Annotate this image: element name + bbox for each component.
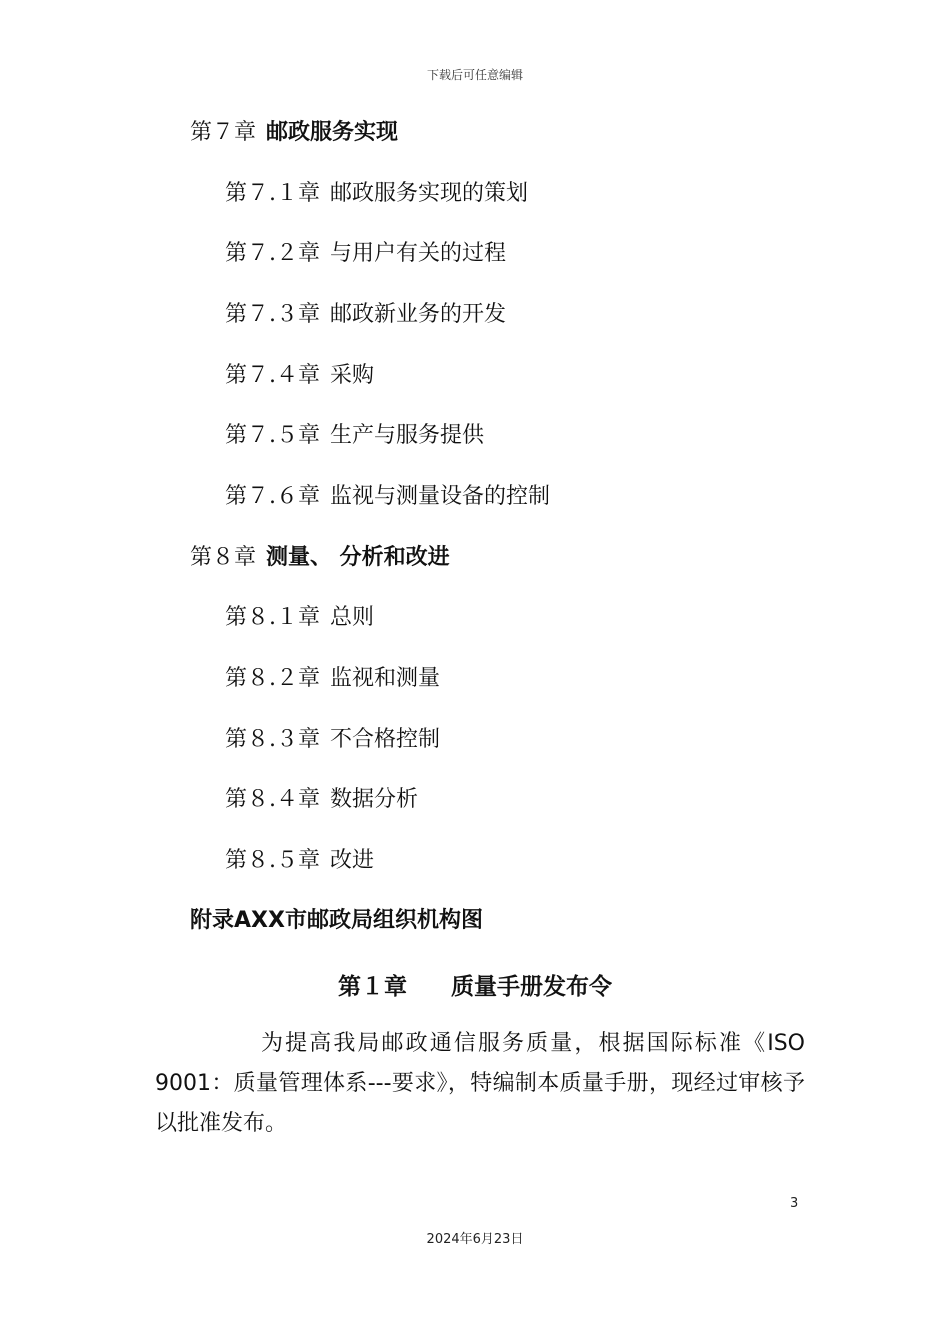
toc-section-8-5-title: 改进 xyxy=(330,848,375,873)
toc-section-7-1 xyxy=(225,179,528,209)
page-number: 3 xyxy=(790,1196,799,1211)
toc-section-7-6-number: 第７.６章 xyxy=(225,484,320,509)
toc-section-7-3-title: 邮政新业务的开发 xyxy=(330,302,507,327)
toc-section-8-3-number: 第８.３章 xyxy=(225,727,320,752)
toc-section-7-3 xyxy=(225,300,506,330)
toc-section-8-2 xyxy=(225,664,440,694)
toc-appendix xyxy=(190,906,483,936)
toc-chapter-7-title: 邮政服务实现 xyxy=(266,120,399,145)
toc-section-7-1-title: 邮政服务实现的策划 xyxy=(330,181,529,206)
toc-section-8-4-title: 数据分析 xyxy=(330,787,419,812)
toc-chapter-8-title: 测量、 分析和改进 xyxy=(266,545,450,570)
toc-section-7-4 xyxy=(225,361,374,391)
toc-chapter-8 xyxy=(190,543,450,573)
toc-section-7-6-title: 监视与测量设备的控制 xyxy=(330,484,551,509)
toc-section-8-3-title: 不合格控制 xyxy=(330,727,441,752)
toc-section-8-2-title: 监视和测量 xyxy=(330,666,441,691)
toc-section-8-1 xyxy=(225,603,374,633)
toc-chapter-8-number: 第８章 xyxy=(190,545,257,570)
chapter-heading xyxy=(0,968,950,1001)
footer-date: 2024年6月23日 xyxy=(426,1232,524,1247)
toc-section-7-1-number: 第７.１章 xyxy=(225,181,320,206)
toc-section-7-5 xyxy=(225,421,484,451)
toc-section-7-6 xyxy=(225,482,550,512)
chapter-heading-number: 第１章 xyxy=(338,974,407,1000)
toc-section-7-2-title: 与用户有关的过程 xyxy=(330,241,507,266)
header-note: 下载后可任意编辑 xyxy=(426,68,523,82)
toc-section-7-5-number: 第７.５章 xyxy=(225,423,320,448)
chapter-heading-title: 质量手册发布令 xyxy=(451,974,612,1000)
toc-section-8-1-number: 第８.１章 xyxy=(225,605,320,630)
body-paragraph: 为提高我局邮政通信服务质量，根据国际标准《ISO 9001：质量管理体系---要求》，特编制本质量手册，现经过审核予以批准发布。 xyxy=(155,1031,805,1136)
toc-section-8-4-number: 第８.４章 xyxy=(225,787,320,812)
toc-appendix-title: 附录AXX市邮政局组织机构图 xyxy=(190,908,483,933)
toc-chapter-7 xyxy=(190,118,398,148)
toc-section-7-2 xyxy=(225,239,506,269)
toc-chapter-7-number: 第７章 xyxy=(190,120,257,145)
toc-section-8-4 xyxy=(225,785,418,815)
toc-section-7-2-number: 第７.２章 xyxy=(225,241,320,266)
toc-section-7-4-title: 采购 xyxy=(330,363,375,388)
toc-section-8-3 xyxy=(225,725,440,755)
toc-section-8-2-number: 第８.２章 xyxy=(225,666,320,691)
toc-section-8-1-title: 总则 xyxy=(330,605,375,630)
toc-section-7-4-number: 第７.４章 xyxy=(225,363,320,388)
toc-section-8-5 xyxy=(225,846,374,876)
toc-section-8-5-number: 第８.５章 xyxy=(225,848,320,873)
toc-section-7-5-title: 生产与服务提供 xyxy=(330,423,485,448)
toc-section-7-3-number: 第７.３章 xyxy=(225,302,320,327)
